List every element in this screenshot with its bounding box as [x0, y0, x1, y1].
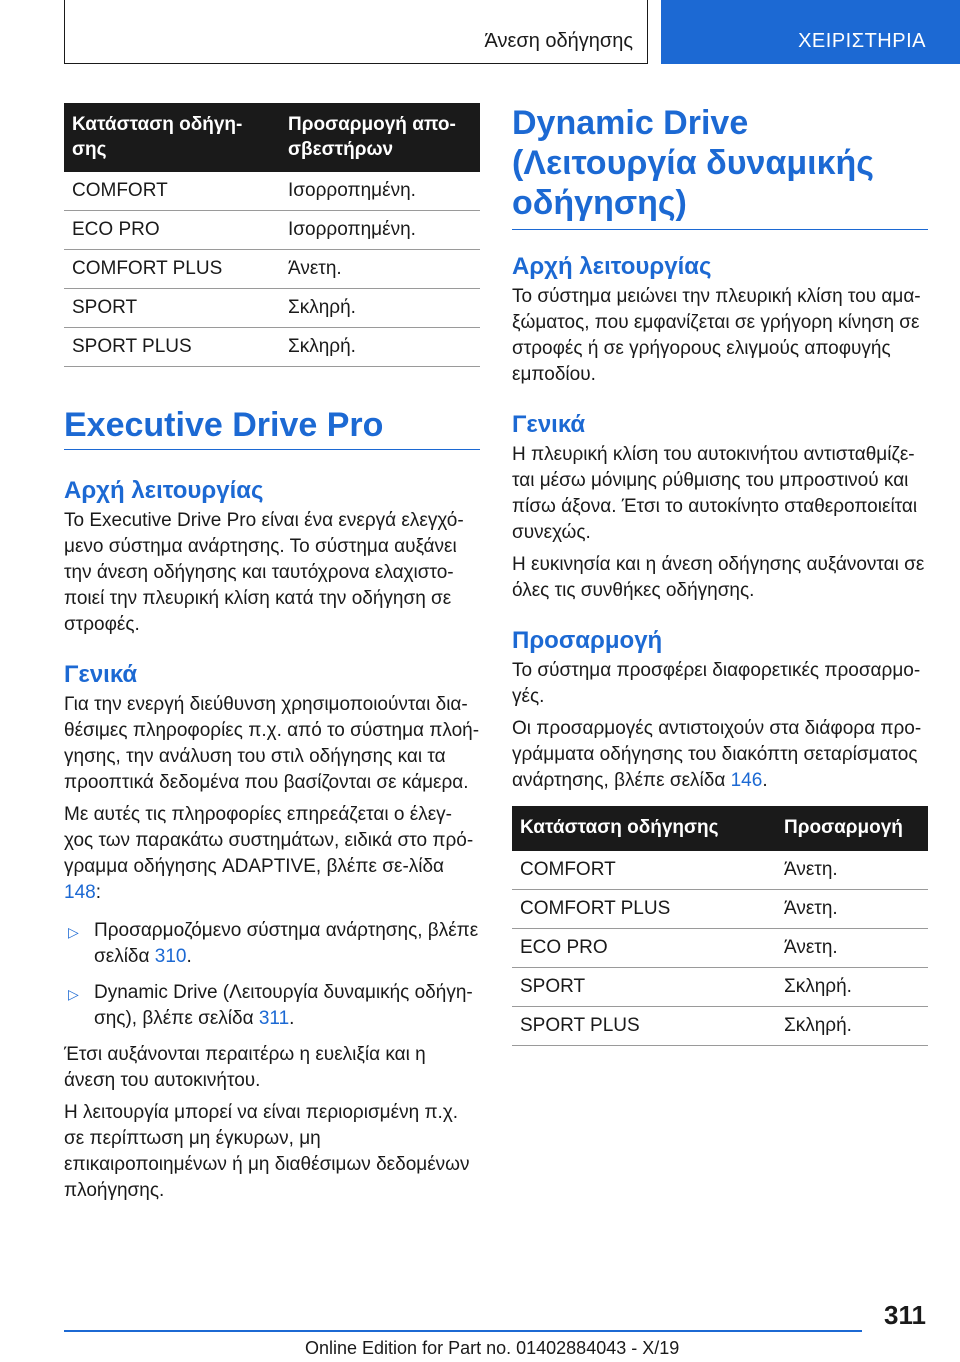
table-cell: Άνετη. [280, 250, 480, 289]
general-paragraph: Έτσι αυξάνονται περαιτέρω η ευελιξία και η άνεση του αυτοκινήτου. [64, 1044, 426, 1092]
general-paragraph [64, 802, 480, 906]
chapter-tab[interactable] [661, 0, 960, 64]
list-item [64, 980, 480, 1032]
adaptation-paragraph: Το σύστημα προσφέρει διαφορετικές προσαρμο-γές. [512, 660, 921, 707]
principle-heading: Αρχή λειτουργίας [64, 477, 264, 505]
adaptation-table [512, 806, 928, 1046]
table-header-row [64, 103, 480, 172]
list-item-text: Προσαρμοζόμενο σύστημα ανάρτησης, βλέπε σελίδα [94, 920, 479, 968]
principle-heading: Αρχή λειτουργίας [512, 253, 712, 280]
dynamic-drive-title: Dynamic Drive (Λειτουργία δυναμικής οδήγησης) [512, 103, 928, 230]
table-cell: Ισορροπημένη. [280, 211, 480, 250]
table-cell: Σκληρή. [776, 967, 928, 1006]
section-title: Άνεση οδήγησης [484, 30, 633, 52]
table-row [512, 967, 928, 1006]
page-link-148[interactable]: 148 [64, 882, 96, 904]
table-header-cell: Κατάσταση οδήγη-σης [64, 103, 280, 172]
executive-drive-pro-title: Executive Drive Pro [64, 405, 480, 450]
general-heading: Γενικά [512, 411, 586, 438]
table-row [64, 172, 480, 211]
table-row [64, 250, 480, 289]
general-paragraph: Η λειτουργία μπορεί να είναι περιορισμένη π.χ. σε περίπτωση μη έγκυρων, μη επικαιροποιημένων ή μη διαθέσιμων δεδομένων πλοήγησης. [64, 1102, 470, 1202]
table-cell: COMFORT PLUS [512, 889, 776, 928]
right-column [512, 103, 928, 1046]
page-number: 311 [884, 1300, 926, 1330]
table-cell: Σκληρή. [776, 1006, 928, 1045]
adaptation-heading: Προσαρμογή [512, 627, 663, 654]
principle-text: Το σύστημα μειώνει την πλευρική κλίση του αμα-ξώματος, που εμφανίζεται σε γρήγορη κίνηση σε στροφές ή σε γρήγορους ελιγμούς αποφυγής εμποδίου. [512, 286, 921, 385]
table-header-cell: Προσαρμογή [776, 806, 928, 851]
general-paragraph: Για την ενεργή διεύθυνση χρησιμοποιούνται δια-θέσιμες πληροφορίες π.χ. από το σύστημα πλοή-γησης, την ανάλυση του στιλ οδήγησης και τα προοπτικά δεδομένα που βασίζονται σε κάμερα. [64, 694, 480, 794]
chapter-title: ΧΕΙΡΙΣΤΗΡΙΑ [798, 30, 926, 52]
edition-footer: Online Edition for Part no. 01402884043 - X/19 [305, 1338, 680, 1358]
list-item-text: Dynamic Drive (Λειτουργία δυναμικής οδήγη-σης), βλέπε σελίδα [94, 982, 473, 1030]
left-column [64, 103, 480, 1204]
paragraph-text: Με αυτές τις πληροφορίες επηρεάζεται ο έλεγ-χος των παρακάτω συστημάτων, ειδικά στο πρό-γραμμα οδήγησης ADAPTIVE, βλέπε σε-λίδα [64, 804, 474, 878]
table-header-row [512, 806, 928, 851]
general-paragraph: Η πλευρική κλίση του αυτοκινήτου αντισταθμίζε-ται μέσω μόνιμης ρύθμισης του μπροστινού και πίσω άξονα. Έτσι το αυτοκίνητο σταθεροποιείται συνεχώς. [512, 444, 918, 543]
table-cell: ECO PRO [512, 928, 776, 967]
paragraph-end: . [762, 770, 768, 791]
table-cell: SPORT [512, 967, 776, 1006]
bullet-list [64, 918, 480, 1032]
table-cell: COMFORT [512, 851, 776, 890]
table-cell: Σκληρή. [280, 328, 480, 367]
table-cell: Άνετη. [776, 928, 928, 967]
list-item-end: . [289, 1008, 295, 1030]
paragraph-text: Οι προσαρμογές αντιστοιχούν στα διάφορα προ-γράμματα οδήγησης του διακόπτη σεταρίσματος ανάρτησης, βλέπε σελίδα [512, 718, 922, 791]
table-row [512, 928, 928, 967]
table-header-cell: Προσαρμογή απο-σβεστήρων [280, 103, 480, 172]
general-paragraph: Η ευκινησία και η άνεση οδήγησης αυξάνονται σε όλες τις συνθήκες οδήγησης. [512, 554, 925, 601]
table-cell: Σκληρή. [280, 289, 480, 328]
table-row [512, 889, 928, 928]
triangle-bullet-icon: ▷ [68, 986, 79, 1003]
damper-adjustment-table [64, 103, 480, 367]
footer-divider [64, 1330, 862, 1332]
table-cell: SPORT [64, 289, 280, 328]
triangle-bullet-icon: ▷ [68, 924, 79, 941]
table-row [512, 1006, 928, 1045]
header-section-box [64, 0, 648, 64]
table-row [64, 328, 480, 367]
paragraph-end: : [95, 882, 101, 904]
general-heading: Γενικά [64, 661, 138, 689]
table-cell: SPORT PLUS [64, 328, 280, 367]
table-cell: SPORT PLUS [512, 1006, 776, 1045]
table-row [64, 289, 480, 328]
adaptation-paragraph [512, 716, 928, 794]
table-header-cell: Κατάσταση οδήγησης [512, 806, 776, 851]
table-cell: Άνετη. [776, 851, 928, 890]
table-cell: ECO PRO [64, 211, 280, 250]
principle-text: Το Executive Drive Pro είναι ένα ενεργά ελεγχό-μενο σύστημα ανάρτησης. Το σύστημα αυξάνει την άνεση οδήγησης και ταυτόχρονα ελαχιστο-ποιεί την πλευρική κλίση κατά την οδήγηση σε στροφές. [64, 510, 464, 636]
list-item [64, 918, 480, 970]
list-item-end: . [186, 946, 192, 968]
table-cell: COMFORT [64, 172, 280, 211]
table-cell: Ισορροπημένη. [280, 172, 480, 211]
page-link-146[interactable]: 146 [730, 770, 763, 791]
page-link-310[interactable]: 310 [154, 946, 187, 968]
page-link-311[interactable]: 311 [258, 1008, 290, 1030]
table-cell: Άνετη. [776, 889, 928, 928]
table-row [512, 851, 928, 890]
table-row [64, 211, 480, 250]
table-cell: COMFORT PLUS [64, 250, 280, 289]
